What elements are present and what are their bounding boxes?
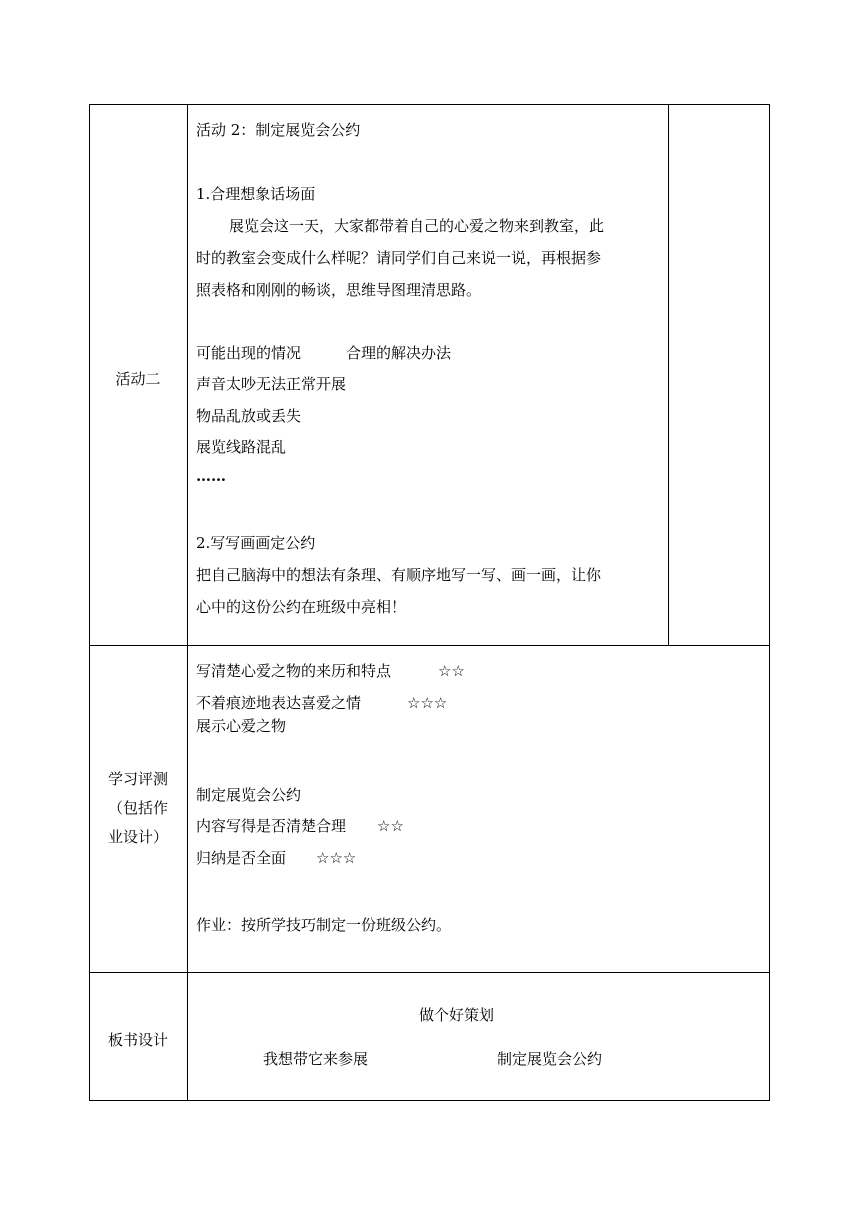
assessment-item: 写清楚心爱之物的来历和特点 [196, 662, 392, 680]
table-border-bottom [89, 1100, 770, 1101]
assessment-item: 内容写得是否清楚合理 [196, 817, 347, 835]
homework-text: 作业：按所学技巧制定一份班级公约。 [196, 916, 452, 934]
row-label-board: 板书设计 [107, 1031, 168, 1049]
extra-column-divider [668, 104, 669, 646]
board-title: 做个好策划 [419, 1006, 495, 1024]
section1-heading: 1.合理想象话场面 [196, 185, 316, 203]
paragraph-line-2: 时的教室会变成什么样呢？请同学们自己来说一说，再根据参 [196, 249, 602, 267]
column-header-solutions: 合理的解决办法 [346, 344, 452, 362]
section2-heading: 2.写写画画定公约 [196, 534, 316, 552]
situation-item: 展览线路混乱 [196, 438, 287, 456]
situation-item: 声音太吵无法正常开展 [196, 375, 347, 393]
situation-item-ellipsis: …… [196, 467, 226, 485]
assessment-item: 制定展览会公约 [196, 786, 302, 804]
paragraph-line-1: 展览会这一天，大家都带着自己的心爱之物来到教室，此 [229, 217, 605, 235]
assessment-stars: ☆☆☆ [407, 694, 448, 712]
section2-line-2: 心中的这份公约在班级中亮相！ [196, 598, 407, 616]
label-column-divider [187, 104, 188, 1101]
board-left-branch: 我想带它来参展 [263, 1050, 369, 1068]
section2-line-1: 把自己脑海中的想法有条理、有顺序地写一写、画一画，让你 [196, 566, 602, 584]
column-header-situations: 可能出现的情况 [196, 344, 302, 362]
table-border-right [769, 104, 770, 1101]
assessment-stars: ☆☆ [438, 662, 465, 680]
table-border-left [89, 104, 90, 1101]
assessment-stars: ☆☆☆ [316, 849, 357, 867]
assessment-item: 不着痕迹地表达喜爱之情 [196, 694, 362, 712]
row-divider-2 [89, 972, 770, 973]
row-label-assessment-1: 学习评测 [107, 770, 168, 788]
row-label-assessment-3: 业设计） [107, 828, 168, 846]
situation-item: 物品乱放或丢失 [196, 407, 302, 425]
assessment-stars: ☆☆ [377, 817, 404, 835]
paragraph-line-3: 照表格和刚刚的畅谈，思维导图理清思路。 [196, 281, 482, 299]
board-right-branch: 制定展览会公约 [497, 1050, 603, 1068]
row-label-assessment-2: （包括作 [107, 799, 168, 817]
row-label-activity2: 活动二 [115, 370, 161, 388]
assessment-item: 展示心爱之物 [196, 717, 287, 735]
activity2-title: 活动 2：制定展览会公约 [196, 121, 361, 139]
assessment-item: 归纳是否全面 [196, 849, 287, 867]
